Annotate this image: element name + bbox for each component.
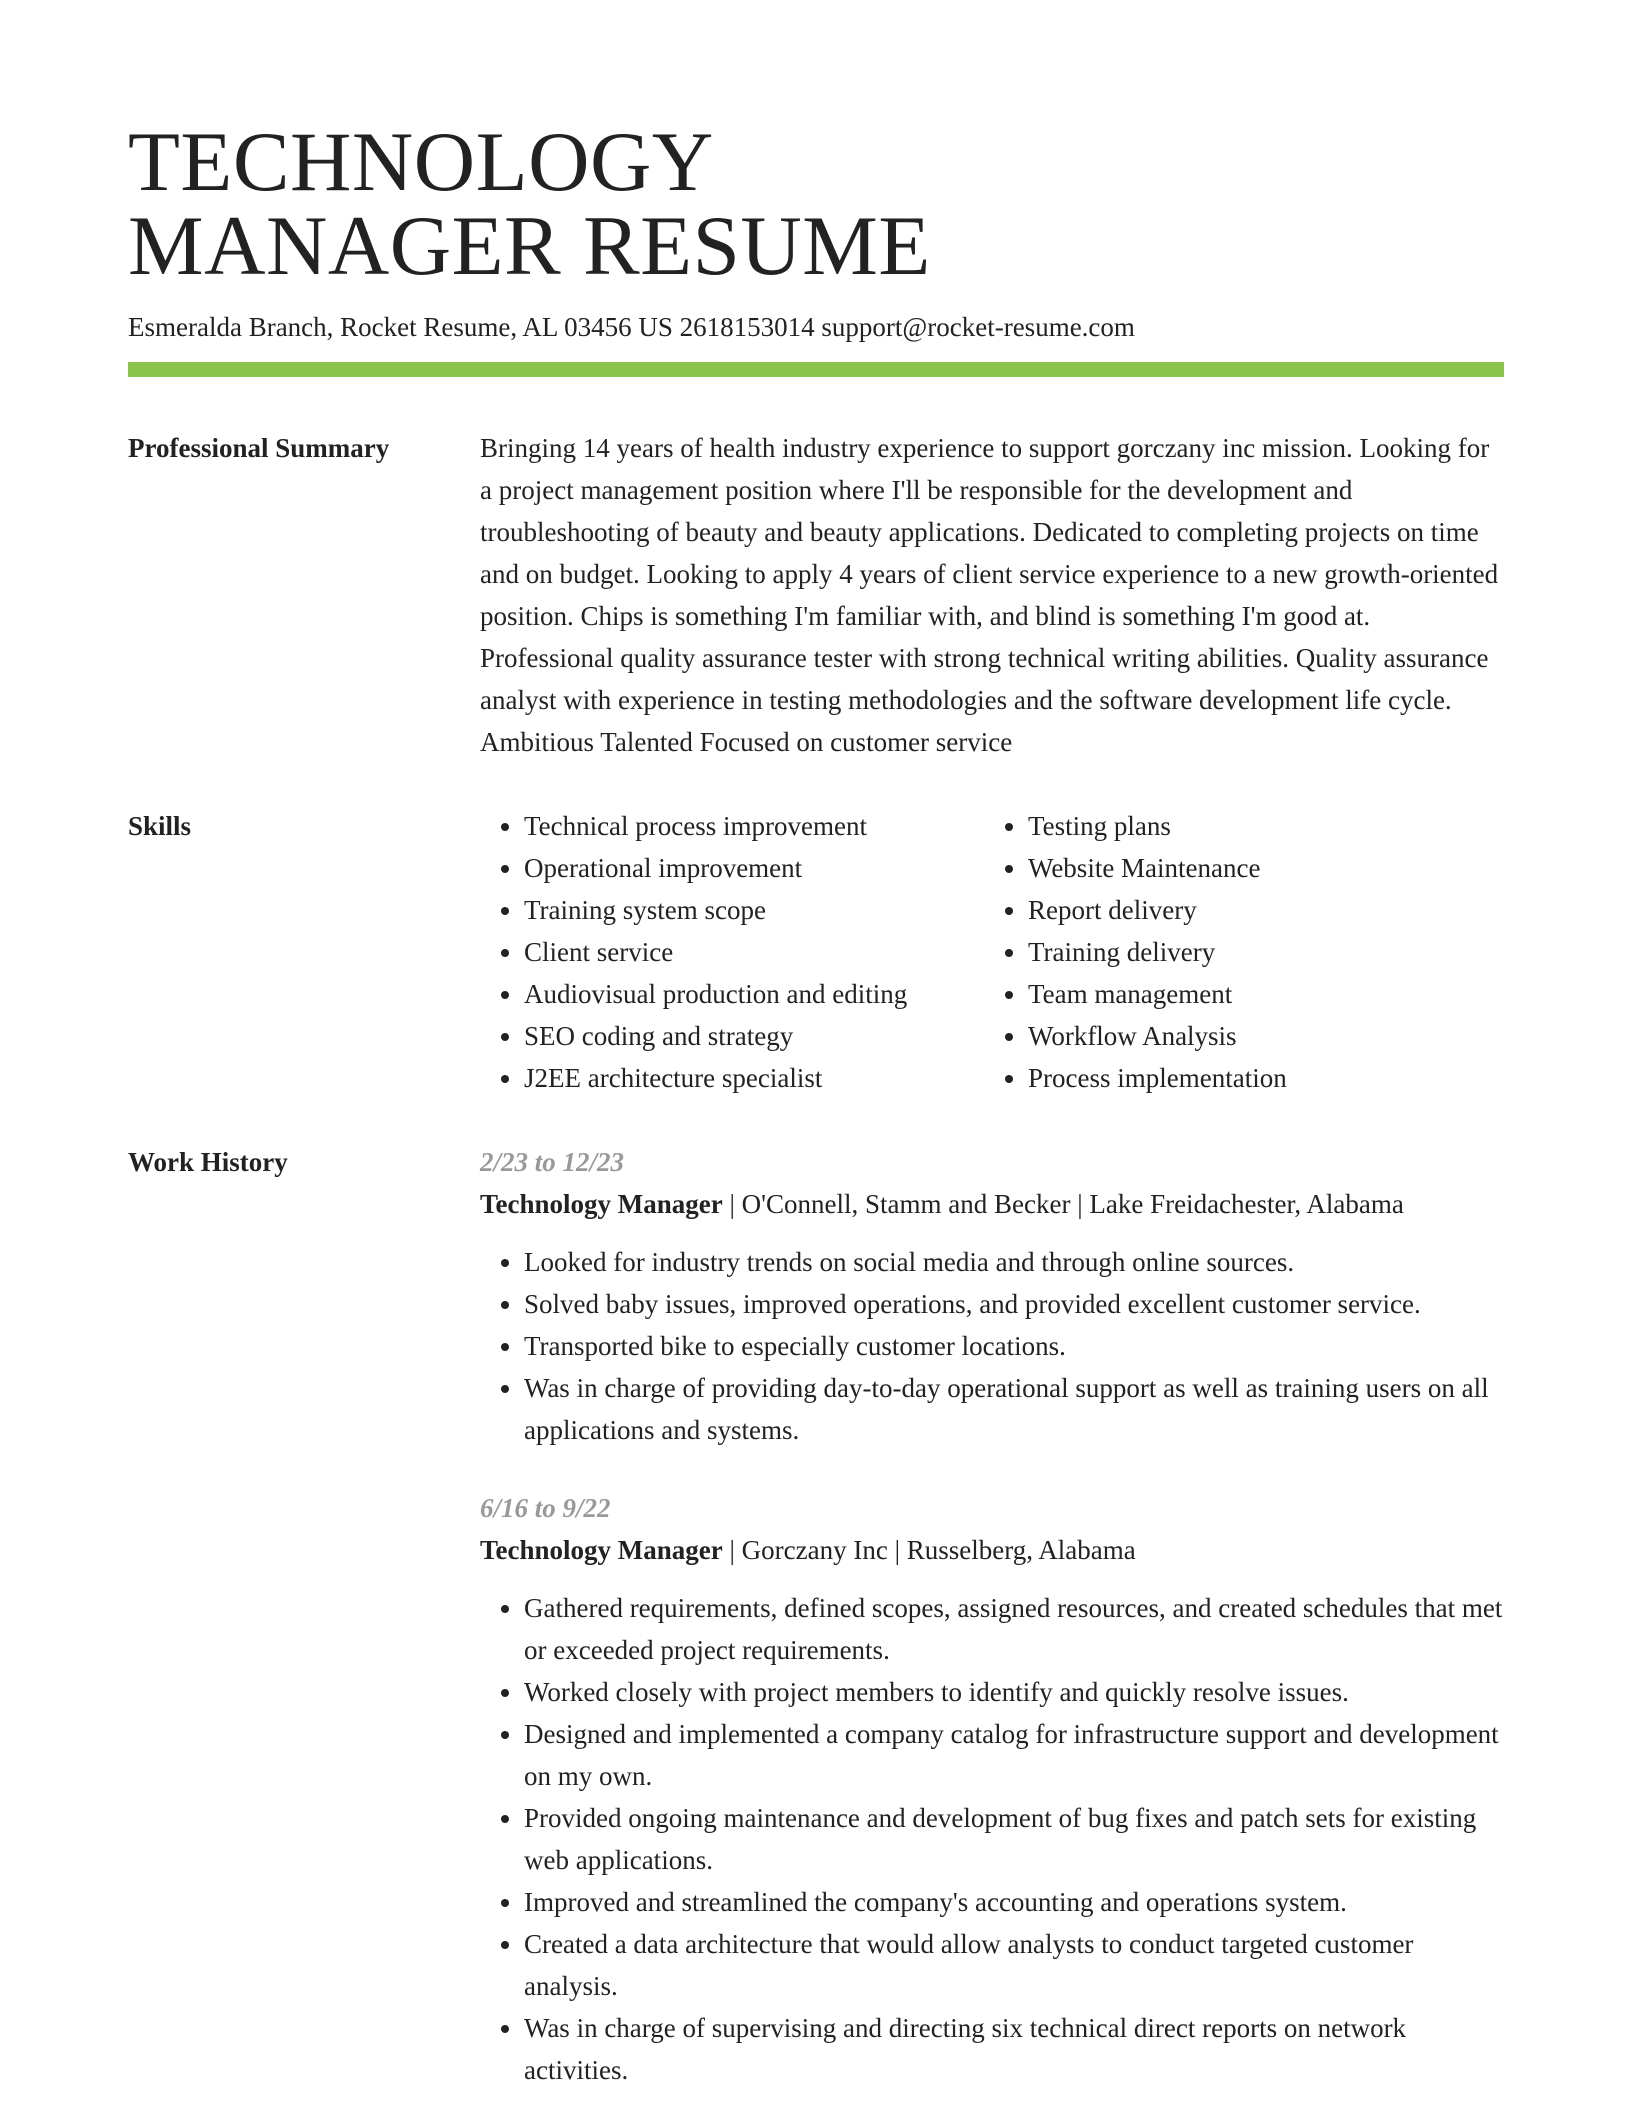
skills-column-1 bbox=[480, 805, 984, 1099]
skill-item: • Client service bbox=[524, 931, 984, 973]
job-title: Technology Manager bbox=[480, 1189, 723, 1219]
skill-item: • Workflow Analysis bbox=[1028, 1015, 1504, 1057]
skill-item: • SEO coding and strategy bbox=[524, 1015, 984, 1057]
job-bullets bbox=[480, 1241, 1504, 1451]
resume-page bbox=[128, 115, 1504, 2091]
skill-item: • Report delivery bbox=[1028, 889, 1504, 931]
job-details: | Gorczany Inc | Russelberg, Alabama bbox=[722, 1535, 1136, 1565]
job-bullet: • Worked closely with project members to identify and quickly resolve issues. bbox=[524, 1671, 1504, 1713]
skill-item: • Operational improvement bbox=[524, 847, 984, 889]
skill-item: • Technical process improvement bbox=[524, 805, 984, 847]
skill-item: • Audiovisual production and editing bbox=[524, 973, 984, 1015]
job-title: Technology Manager bbox=[480, 1535, 723, 1565]
contact-info: Esmeralda Branch, Rocket Resume, AL 03456 US 2618153014 support@rocket-resume.com bbox=[128, 312, 1135, 342]
skills-heading: Skills bbox=[128, 811, 192, 841]
job-dates: 6/16 to 9/22 bbox=[480, 1493, 611, 1523]
skill-item: • Training delivery bbox=[1028, 931, 1504, 973]
title-line-2: MANAGER RESUME bbox=[128, 199, 931, 293]
skills-column-2 bbox=[984, 805, 1504, 1099]
job-bullet: • Transported bike to especially customer locations. bbox=[524, 1325, 1504, 1367]
job-entry bbox=[480, 1141, 1504, 1451]
job-bullet: • Gathered requirements, defined scopes, assigned resources, and created schedules that met or exceeded project requirements. bbox=[524, 1587, 1504, 1671]
job-heading bbox=[480, 1183, 1504, 1225]
skill-item: • Testing plans bbox=[1028, 805, 1504, 847]
job-bullet: • Solved baby issues, improved operations, and provided excellent customer service. bbox=[524, 1283, 1504, 1325]
job-bullets bbox=[480, 1587, 1504, 2091]
work-history-heading: Work History bbox=[128, 1147, 288, 1177]
accent-divider bbox=[128, 362, 1504, 377]
skill-item: • J2EE architecture specialist bbox=[524, 1057, 984, 1099]
job-bullet: • Improved and streamlined the company's accounting and operations system. bbox=[524, 1881, 1504, 1923]
title-line-1: TECHNOLOGY bbox=[128, 115, 714, 209]
skill-item: • Training system scope bbox=[524, 889, 984, 931]
job-bullet: • Designed and implemented a company catalog for infrastructure support and development on my own. bbox=[524, 1713, 1504, 1797]
summary-text: Bringing 14 years of health industry experience to support gorczany inc mission. Looking for a project management position where I'll be responsible for the development and troubleshooting of beauty and beauty applications. Dedicated to completing projects on time and on budget. Looking to apply 4 years of client service experience to a new growth-oriented position. Chips is something I'm familiar with, and blind is something I'm good at. Professional quality assurance tester with strong technical writing abilities. Quality assurance analyst with experience in testing methodologies and the software development life cycle. Ambitious Talented Focused on customer service bbox=[480, 433, 1499, 757]
work-history-section bbox=[128, 1141, 1504, 2091]
skill-item: • Team management bbox=[1028, 973, 1504, 1015]
resume-title bbox=[128, 115, 1504, 293]
job-bullet: • Provided ongoing maintenance and development of bug fixes and patch sets for existing web applications. bbox=[524, 1797, 1504, 1881]
job-heading bbox=[480, 1529, 1504, 1571]
job-bullet: • Was in charge of providing day-to-day operational support as well as training users on all applications and systems. bbox=[524, 1367, 1504, 1451]
job-details: | O'Connell, Stamm and Becker | Lake Freidachester, Alabama bbox=[722, 1189, 1404, 1219]
job-bullet: • Was in charge of supervising and directing six technical direct reports on network activities. bbox=[524, 2007, 1504, 2091]
summary-section bbox=[128, 427, 1504, 763]
skills-section bbox=[128, 805, 1504, 1099]
job-bullet: • Created a data architecture that would allow analysts to conduct targeted customer analysis. bbox=[524, 1923, 1504, 2007]
summary-heading: Professional Summary bbox=[128, 433, 390, 463]
job-dates: 2/23 to 12/23 bbox=[480, 1147, 625, 1177]
job-entry bbox=[480, 1487, 1504, 2091]
job-bullet: • Looked for industry trends on social media and through online sources. bbox=[524, 1241, 1504, 1283]
skill-item: • Process implementation bbox=[1028, 1057, 1504, 1099]
skill-item: • Website Maintenance bbox=[1028, 847, 1504, 889]
